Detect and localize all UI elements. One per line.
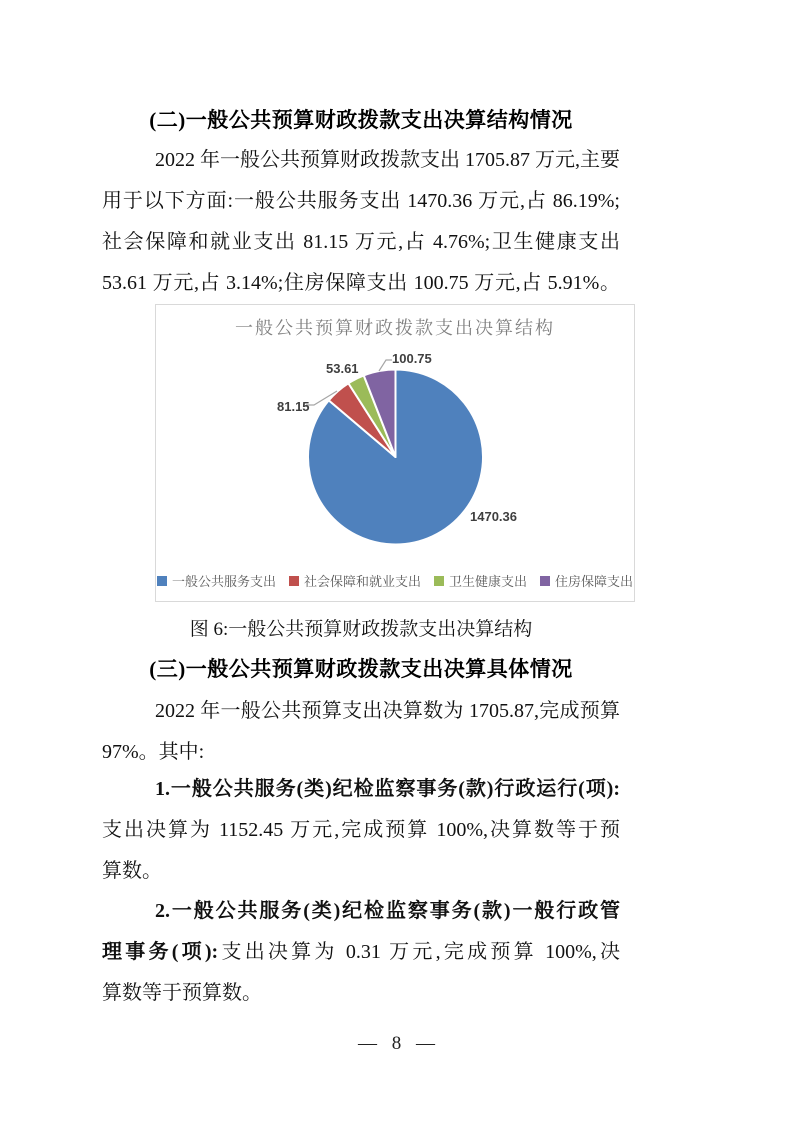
bold-text-segment: 1.一般公共服务(类)纪检监察事务(款)行政运行(项): (155, 778, 620, 800)
text-line (102, 732, 620, 773)
pie-data-label: 81.15 (277, 399, 310, 414)
text-line (102, 891, 620, 932)
text-segment: 53.61 万元,占 3.14%;住房保障支出 100.75 万元,占 5.91%。 (102, 272, 620, 294)
text-segment: 社会保障和就业支出 81.15 万元,占 4.76%;卫生健康支出 (102, 231, 620, 253)
figure-caption: 图 6:一般公共预算财政拨款支出决算结构 (189, 619, 533, 640)
text-segment: 2022 年一般公共预算财政拨款支出 1705.87 万元,主要 (155, 149, 620, 171)
paragraph-item-2 (102, 891, 620, 1014)
text-segment: 用于以下方面:一般公共服务支出 1470.36 万元,占 86.19%; (102, 190, 620, 212)
pie-data-label: 1470.36 (470, 509, 517, 524)
legend-item (540, 571, 633, 590)
pie-chart (156, 305, 634, 601)
chart-legend (156, 571, 634, 590)
legend-label: 卫生健康支出 (449, 574, 528, 589)
legend-marker-icon (540, 576, 550, 586)
section-heading-3: (三)一般公共预算财政拨款支出决算具体情况 (149, 657, 573, 681)
legend-item (289, 571, 421, 590)
paragraph-structure-overview (102, 140, 620, 304)
text-line (102, 140, 620, 181)
text-line (102, 222, 620, 263)
text-segment: 算数等于预算数。 (102, 982, 262, 1004)
chart-title: 一般公共预算财政拨款支出决算结构 (235, 318, 555, 338)
legend-label: 社会保障和就业支出 (303, 574, 421, 589)
legend-label: 住房保障支出 (555, 574, 634, 589)
text-segment: 算数。 (102, 860, 162, 882)
text-segment: 支出决算为 0.31 万元,完成预算 100%,决 (218, 941, 620, 963)
text-line (102, 851, 620, 892)
pie-chart-panel (155, 304, 635, 602)
paragraph-item-1 (102, 769, 620, 892)
text-segment: 2022 年一般公共预算支出决算数为 1705.87,完成预算 (155, 700, 620, 722)
bold-text-segment: 理事务(项): (102, 941, 219, 963)
legend-marker-icon (289, 576, 299, 586)
legend-marker-icon (434, 576, 444, 586)
text-line (102, 263, 620, 304)
text-segment: 97%。其中: (102, 741, 205, 763)
text-line (102, 181, 620, 222)
legend-marker-icon (157, 576, 167, 586)
pie-data-label: 100.75 (392, 351, 432, 366)
page-number: — 8 — (358, 1033, 435, 1054)
text-line (102, 691, 620, 732)
legend-item (434, 571, 527, 590)
text-segment: 支出决算为 1152.45 万元,完成预算 100%,决算数等于预 (102, 819, 620, 841)
legend-item (157, 571, 276, 590)
text-line (102, 973, 620, 1014)
bold-text-segment: 2.一般公共服务(类)纪检监察事务(款)一般行政管 (155, 900, 620, 922)
legend-label: 一般公共服务支出 (171, 574, 276, 589)
text-line (102, 769, 620, 810)
paragraph-detail-intro (102, 691, 620, 773)
section-heading-2: (二)一般公共预算财政拨款支出决算结构情况 (149, 108, 573, 132)
pie-data-label: 53.61 (326, 361, 359, 376)
text-line (102, 810, 620, 851)
text-line (102, 932, 620, 973)
